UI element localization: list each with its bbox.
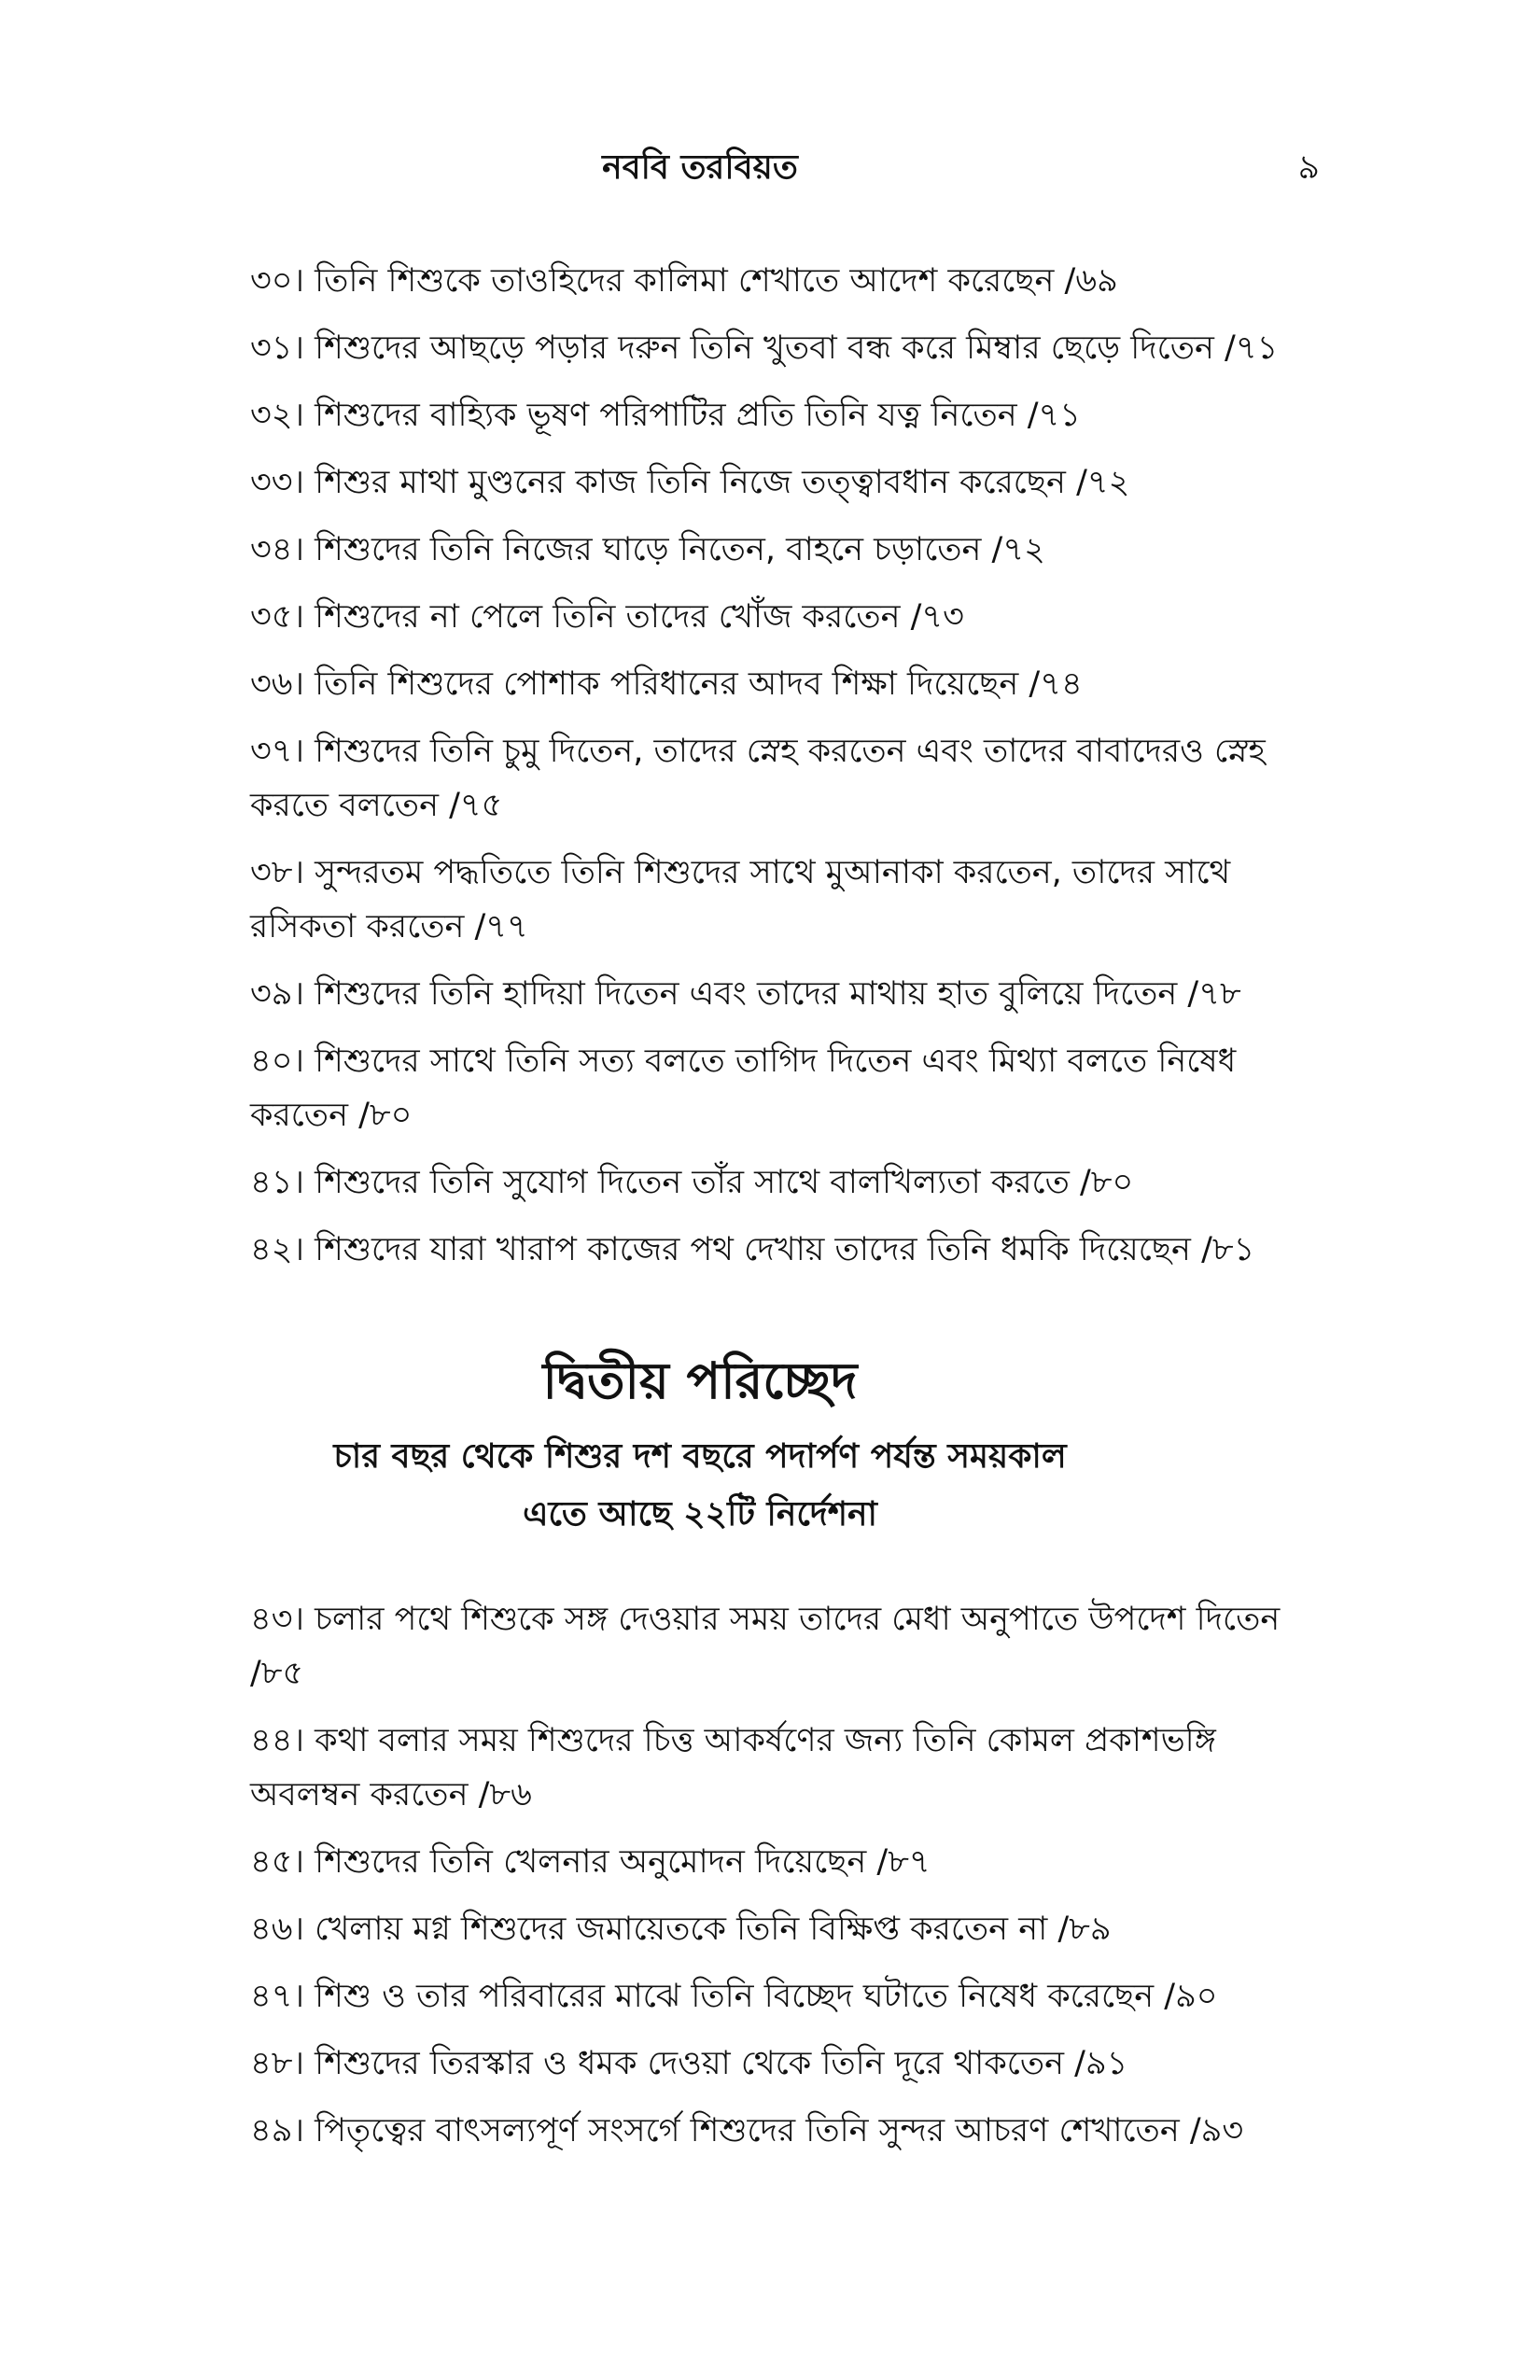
entry-page: / ৬৯ [1054,262,1117,300]
contents-entry [250,1155,1288,1210]
entry-text: শিশুদের তিনি চুমু দিতেন, তাদের স্নেহ করতেন এবং তাদের বাবাদেরও স্নেহ করতে বলতেন [250,733,1266,824]
contents-entry [250,590,1288,644]
entry-page: / ৯৩ [1180,2112,1243,2149]
entry-page: / ৮৯ [1047,1911,1111,1948]
entry-page: / ৭৭ [464,908,527,945]
contents-list-part-2 [250,1592,1288,2171]
entry-text: সুন্দরতম পদ্ধতিতে তিনি শিশুদের সাথে মুআনাকা করতেন, তাদের সাথে রসিকতা করতেন [250,854,1231,945]
entry-page: / ৮০ [1070,1164,1133,1201]
contents-entry [250,523,1288,577]
entry-number: ৩৪ । [250,531,315,568]
running-header [0,140,1540,196]
contents-entry [250,1969,1288,2023]
entry-text: কথা বলার সময় শিশুদের চিত্ত আকর্ষণের জন্য তিনি কোমল প্রকাশভঙ্গি অবলম্বন করতেন [250,1722,1216,1813]
contents-entry [250,1902,1288,1956]
entry-page: / ৭৮ [1177,975,1240,1013]
entry-number: ৪৫ । [250,1843,315,1881]
entry-page: / ৭২ [981,531,1044,568]
contents-entry [250,724,1288,833]
contents-entry [250,455,1288,510]
entry-number: ৩৮ । [250,854,315,891]
entry-number: ৩০ । [250,262,315,300]
contents-entry [250,2104,1288,2158]
chapter-heading [0,1344,1400,1544]
entry-text: খেলায় মগ্ন শিশুদের জমায়েতকে তিনি বিক্ষিপ্ত করতেন না [315,1911,1048,1948]
contents-entry [250,967,1288,1021]
entry-number: ৪৩ । [250,1601,315,1638]
entry-text: শিশুদের তিনি খেলনার অনুমোদন দিয়েছেন [315,1843,867,1881]
entry-page: / ৯০ [1154,1978,1217,2015]
contents-entry [250,1835,1288,1889]
entry-text: শিশু ও তার পরিবারের মাঝে তিনি বিচ্ছেদ ঘটাতে নিষেধ করেছেন [315,1978,1155,2015]
contents-entry [250,657,1288,711]
entry-number: ৩১ । [250,329,315,367]
entry-text: চলার পথে শিশুকে সঙ্গ দেওয়ার সময় তাদের মেধা অনুপাতে উপদেশ দিতেন [315,1601,1281,1638]
entry-number: ৩৯ । [250,975,315,1013]
entry-page: / ৭৩ [900,598,963,636]
entry-text: তিনি শিশুদের পোশাক পরিধানের আদব শিক্ষা দিয়েছেন [315,665,1019,703]
entry-text: তিনি শিশুকে তাওহিদের কালিমা শেখাতে আদেশ করেছেন [315,262,1055,300]
contents-entry [250,254,1288,308]
contents-entry [250,388,1288,442]
entry-page: / ৮৬ [468,1776,531,1813]
entry-number: ৩৭ । [250,733,315,770]
entry-page: / ৭১ [1214,329,1278,367]
entry-number: ৪১ । [250,1164,315,1201]
entry-text: শিশুদের তিনি নিজের ঘাড়ে নিতেন, বাহনে চড়াতেন [315,531,982,568]
entry-number: ৪৮ । [250,2045,315,2082]
entry-page: / ৭২ [1066,464,1129,501]
entry-text: শিশুদের তিরস্কার ও ধমক দেওয়া থেকে তিনি দূরে থাকতেন [315,2045,1065,2082]
entry-text: শিশুদের যারা খারাপ কাজের পথ দেখায় তাদের তিনি ধমকি দিয়েছেন [315,1231,1191,1268]
entry-number: ৪৯ । [250,2112,315,2149]
entry-number: ৩২ । [250,397,315,434]
entry-number: ৩৬ । [250,665,315,703]
chapter-title: দ্বিতীয় পরিচ্ছেদ [542,1351,858,1410]
entry-number: ৩৫ । [250,598,315,636]
contents-entry [250,321,1288,375]
entry-text: শিশুর মাথা মুণ্ডনের কাজ তিনি নিজে তত্ত্বাবধান করেছেন [315,464,1066,501]
entry-page: / ৮০ [348,1097,412,1134]
entry-text: শিশুদের বাহ্যিক ভূষণ পরিপাটির প্রতি তিনি যত্ন নিতেন [315,397,1017,434]
entry-number: ৪৭ । [250,1978,315,2015]
entry-page: / ৭৪ [1018,665,1082,703]
chapter-guideline-count: এতে আছে ২২টি নির্দেশনা [523,1495,877,1533]
entry-text: শিশুদের না পেলে তিনি তাদের খোঁজ করতেন [315,598,901,636]
entry-page: / ৭১ [1017,397,1081,434]
entry-number: ৪৪ । [250,1722,315,1759]
chapter-subtitle: চার বছর থেকে শিশুর দশ বছরে পদার্পণ পর্যন্ত সময়কাল [333,1437,1067,1476]
entry-number: ৪০ । [250,1043,315,1080]
entry-page: / ৯১ [1064,2045,1127,2082]
contents-entry [250,1034,1288,1142]
contents-entry [250,1223,1288,1277]
contents-entry [250,846,1288,954]
entry-page: / ৭৫ [439,787,502,824]
entry-text: শিশুদের তিনি সুযোগ দিতেন তাঁর সাথে বালখিল্যতা করতে [315,1164,1070,1201]
page-number: ৯ [1297,148,1320,187]
entry-number: ৪২ । [250,1231,315,1268]
contents-entry [250,1714,1288,1822]
contents-list-part-1 [250,254,1288,1290]
entry-number: ৩৩ । [250,464,315,501]
contents-entry [250,1592,1288,1701]
entry-text: শিশুদের সাথে তিনি সত্য বলতে তাগিদ দিতেন এবং মিথ্যা বলতে নিষেধ করতেন [250,1043,1237,1134]
book-title: নববি তরবিয়ত [602,148,798,187]
entry-text: পিতৃত্বের বাৎসল্যপূর্ণ সংসর্গে শিশুদের তিনি সুন্দর আচরণ শেখাতেন [315,2112,1180,2149]
entry-number: ৪৬ । [250,1911,315,1948]
entry-page: / ৮৭ [866,1843,930,1881]
contents-entry [250,2037,1288,2091]
entry-page: / ৮৫ [250,1655,303,1692]
entry-text: শিশুদের আছড়ে পড়ার দরুন তিনি খুতবা বন্ধ করে মিম্বার ছেড়ে দিতেন [315,329,1214,367]
entry-text: শিশুদের তিনি হাদিয়া দিতেন এবং তাদের মাথায় হাত বুলিয়ে দিতেন [315,975,1178,1013]
entry-page: / ৮১ [1191,1231,1254,1268]
